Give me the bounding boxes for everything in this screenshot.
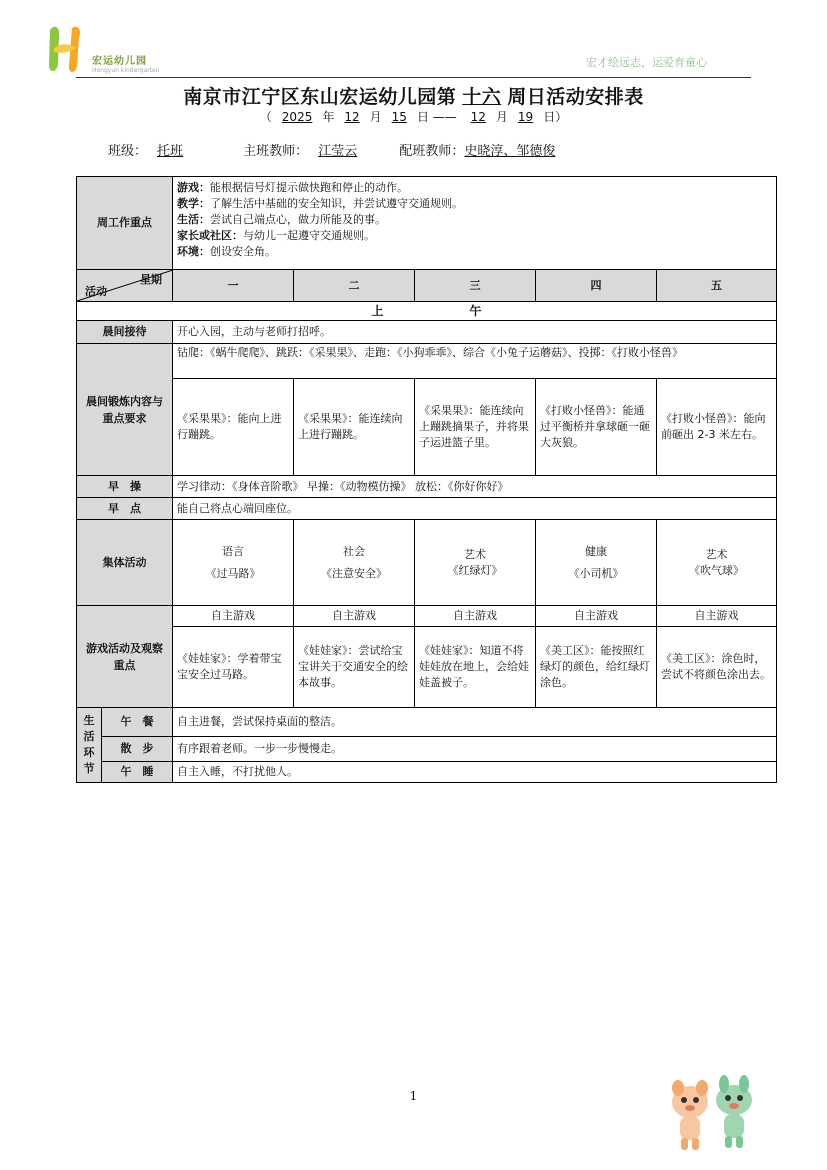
game-mon: 《娃娃家》：学着带宝宝安全过马路。	[173, 627, 294, 708]
date-year-label: 年	[322, 110, 335, 124]
exercise-summary-row	[77, 344, 777, 379]
morning-label: 上 午	[77, 302, 777, 321]
group-activity-label: 集体活动	[77, 520, 173, 606]
diagonal-header-cell	[77, 270, 173, 302]
date-separator: ——	[432, 110, 457, 124]
morning-exercise-label: 早 操	[77, 476, 173, 498]
class-value: 托班	[157, 144, 184, 159]
title-suffix: 周日活动安排表	[507, 86, 644, 108]
day-header-thu: 四	[536, 270, 657, 302]
kindergarten-logo	[44, 22, 174, 78]
game-type-fri: 自主游戏	[657, 606, 777, 627]
assistant-teacher-value: 史晓淳、邹德俊	[464, 144, 556, 159]
date-start-month: 12	[344, 110, 360, 124]
reception-label: 晨间接待	[77, 321, 173, 344]
lunch-text: 自主进餐，尝试保持桌面的整洁。	[173, 708, 777, 737]
game-type-tue: 自主游戏	[294, 606, 415, 627]
head-teacher-label: 主班教师：	[243, 144, 309, 159]
date-end-day: 19	[517, 110, 534, 124]
games-type-row	[77, 606, 777, 627]
day-header-tue: 二	[294, 270, 415, 302]
logo-subtext: Hongyun kindergarten	[92, 67, 160, 74]
class-label: 班级：	[108, 144, 148, 159]
snack-label: 早 点	[77, 498, 173, 520]
day-header-fri: 五	[657, 270, 777, 302]
games-days-row	[77, 627, 777, 708]
nap-label: 午 睡	[102, 762, 173, 783]
activity-label: 活动	[85, 285, 107, 298]
exercise-tue: 《采果果》：能连续向上进行蹦跳。	[294, 379, 415, 476]
group-activity-thu: 健康 《小司机》	[536, 520, 657, 606]
life-section-label: 生 活 环 节	[77, 708, 102, 783]
date-end-month-label: 月	[495, 110, 508, 124]
slogan: 宏才绘远志，运爱育童心	[586, 56, 707, 69]
snack-text: 能自己将点心端回座位。	[173, 498, 777, 520]
assistant-teacher-label: 配班教师：	[399, 144, 465, 159]
staff-line	[108, 140, 728, 159]
header-divider	[76, 77, 751, 78]
snack-row	[77, 498, 777, 520]
group-activity-tue: 社会 《注意安全》	[294, 520, 415, 606]
lunch-label: 午 餐	[102, 708, 173, 737]
title-week-number: 十六	[462, 86, 502, 108]
game-wed: 《娃娃家》：知道不将娃娃放在地上，会给娃娃盖被子。	[415, 627, 536, 708]
game-type-thu: 自主游戏	[536, 606, 657, 627]
title-prefix: 南京市江宁区东山宏运幼儿园第	[183, 86, 457, 108]
weekly-focus-content	[173, 177, 777, 270]
group-activity-wed: 艺术 《红绿灯》	[415, 520, 536, 606]
morning-exercise-text: 学习律动：《身体音阶歌》 早操：《动物模仿操》 放松：《你好你好》	[173, 476, 777, 498]
nap-text: 自主入睡，不打扰他人。	[173, 762, 777, 783]
reception-text: 开心入园，主动与老师打招呼。	[173, 321, 777, 344]
day-header-mon: 一	[173, 270, 294, 302]
game-tue: 《娃娃家》：尝试给宝宝讲关于交通安全的绘本故事。	[294, 627, 415, 708]
game-thu: 《美工区》：能按照红绿灯的颜色，给红绿灯涂色。	[536, 627, 657, 708]
date-month-label: 月	[369, 110, 382, 124]
weekly-focus-row	[77, 177, 777, 270]
game-fri: 《美工区》：涂色时，尝试不将颜色涂出去。	[657, 627, 777, 708]
mascots-illustration	[664, 1074, 764, 1154]
page-title	[0, 82, 827, 109]
focus-item: 游戏：能根据信号灯提示做快跑和停止的动作。	[177, 181, 408, 194]
walk-text: 有序跟着老师。一步一步慢慢走。	[173, 737, 777, 762]
exercise-fri: 《打败小怪兽》：能向前砸出 2-3 米左右。	[657, 379, 777, 476]
morning-exercise-row	[77, 476, 777, 498]
reception-row	[77, 321, 777, 344]
group-activity-row	[77, 520, 777, 606]
head-teacher-value: 江莹云	[318, 144, 358, 159]
date-open: （	[259, 110, 272, 124]
date-end-month: 12	[470, 110, 486, 124]
focus-item: 生活：尝试自己端点心，做力所能及的事。	[177, 213, 386, 226]
date-range	[0, 108, 827, 125]
exercise-days-row	[77, 379, 777, 476]
date-day-label: 日	[416, 110, 429, 124]
page-number: 1	[409, 1089, 418, 1103]
group-activity-fri: 艺术 《吹气球》	[657, 520, 777, 606]
logo-h-icon	[44, 22, 92, 76]
date-year: 2025	[281, 110, 313, 124]
day-header-wed: 三	[415, 270, 536, 302]
week-label: 星期	[140, 273, 162, 286]
focus-item: 环境：创设安全角。	[177, 245, 276, 258]
date-start-day: 15	[391, 110, 407, 124]
games-label: 游戏活动及观察重点	[77, 606, 173, 708]
lunch-row	[77, 708, 777, 737]
exercise-summary: 钻爬：《蜗牛爬爬》、跳跃：《采果果》、走跑：《小狗乖乖》、综合《小兔子运蘑菇》、投掷：《打败小怪兽》	[173, 344, 777, 379]
exercise-label: 晨间锻炼内容与重点要求	[77, 344, 173, 476]
group-activity-mon: 语言 《过马路》	[173, 520, 294, 606]
walk-label: 散 步	[102, 737, 173, 762]
activity-schedule-table	[76, 176, 777, 783]
exercise-mon: 《采果果》：能向上进行蹦跳。	[173, 379, 294, 476]
walk-row	[77, 737, 777, 762]
exercise-thu: 《打败小怪兽》：能通过平衡桥并拿球砸一砸大灰狼。	[536, 379, 657, 476]
exercise-wed: 《采果果》：能连续向上蹦跳摘果子，并将果子运进篮子里。	[415, 379, 536, 476]
date-end-day-label: 日）	[543, 110, 568, 124]
game-type-wed: 自主游戏	[415, 606, 536, 627]
weekly-focus-label: 周工作重点	[77, 177, 173, 270]
days-header-row	[77, 270, 777, 302]
nap-row	[77, 762, 777, 783]
logo-text: 宏运幼儿园	[92, 56, 147, 67]
focus-item: 家长或社区：与幼儿一起遵守交通规则。	[177, 229, 375, 242]
morning-row	[77, 302, 777, 321]
game-type-mon: 自主游戏	[173, 606, 294, 627]
focus-item: 教学：了解生活中基础的安全知识，并尝试遵守交通规则。	[177, 197, 463, 210]
